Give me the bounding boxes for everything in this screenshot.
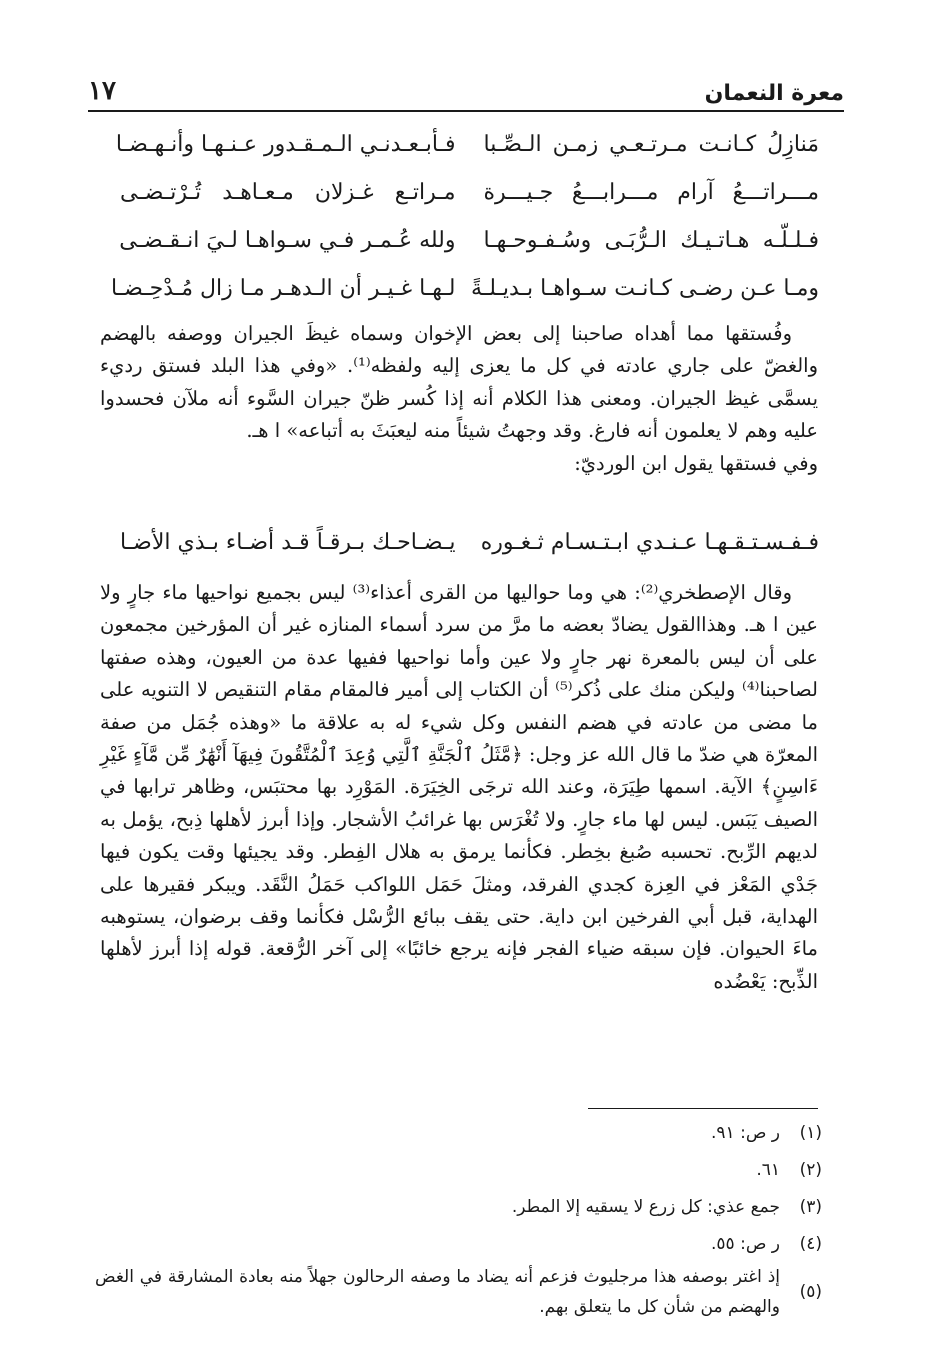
running-title: معرة النعمان bbox=[704, 81, 844, 106]
verse-line bbox=[120, 216, 819, 264]
footnote-number: (٣) bbox=[799, 1196, 822, 1217]
footnote-number: (٤) bbox=[799, 1233, 822, 1254]
footnote-text: إذ اغتر بوصفه هذا مرجليوث فزعم أنه يضاد ما وصفه الرحالون جهلاً منه بعادة المشارقة في الغض والهضم من شأن كل ما يتعلق بهم. bbox=[95, 1267, 780, 1317]
footnote-item bbox=[95, 1114, 822, 1151]
footnote-item bbox=[95, 1151, 822, 1188]
poem-block-1 bbox=[110, 120, 819, 312]
footnote-number: (٢) bbox=[799, 1159, 822, 1180]
verse-line bbox=[120, 168, 819, 216]
footnote-number: (١) bbox=[799, 1122, 822, 1143]
paragraph-istakhri bbox=[100, 577, 818, 998]
footnote-number: (٥) bbox=[799, 1282, 822, 1302]
footnote-item bbox=[95, 1225, 822, 1262]
page-header bbox=[88, 58, 844, 112]
verse-line bbox=[120, 518, 819, 566]
footnote-divider bbox=[588, 1108, 818, 1109]
footnote-item bbox=[95, 1188, 822, 1225]
verse-second-hemistich: مـراتـع غـزلان مـعـاهـد تُـرْتـضـى bbox=[120, 179, 456, 205]
verse-second-hemistich: ولله عُـمـر فـي سـواهـا لـيَ انـقـضـى bbox=[119, 227, 456, 253]
verse-first-hemistich: فـلـلّـه هـاتـيـك الـرُّبَـى وسُـفـوحـهـا bbox=[483, 227, 819, 253]
verse-first-hemistich: مـــراتـــعُ آرام مـــرابـــعُ جـيـــرة bbox=[483, 179, 819, 205]
body-paragraph: وفُستقها مما أهداه صاحبنا إلى بعض الإخوان وسماه غيظَ الجيران ووصفه بالهضم والغضّ على جاري عادته في كل ما يعزى إليه ولفظه⁽¹⁾. «وفي هذا البلد فستق رديء يسمَّى غيظ الجيران. ومعنى هذا الكلام أنه إذا كُسر ظنّ جيران السَّوء أنه ملآن فحسدوا عليه وهم لا يعلمون أنه فارغ. وقد وجهتُ شيئاً منه ليعبَثَ به أتباعه» ا هـ. bbox=[100, 322, 818, 443]
footnote-text: ر ص: ٩١. bbox=[711, 1122, 780, 1143]
footnotes bbox=[95, 1114, 822, 1322]
verse-line bbox=[110, 264, 819, 312]
verse-second-hemistich: فـأبـعـدنـي الـمـقـدور عـنـهـا وأنـهـضـا bbox=[115, 131, 456, 157]
footnote-text: ٦١. bbox=[756, 1159, 780, 1180]
footnote-text: جمع عذي: كل زرع لا يسقيه إلا المطر. bbox=[511, 1196, 780, 1217]
poem-block-2 bbox=[120, 518, 819, 566]
paragraph-pistachio bbox=[100, 318, 818, 480]
verse-first-hemistich: ومـا عـن رضـى كـانـت سـواهـا بـديـلـةً bbox=[470, 275, 819, 301]
verse-first-hemistich: فـفـسـتـقـهـا عـنـدي ابـتـسـام ثـغـوره bbox=[480, 529, 819, 555]
footnote-item bbox=[95, 1262, 822, 1322]
page-number: ١٧ bbox=[88, 76, 116, 106]
verse-second-hemistich: لـهـا غـيـر أن الـدهـر مـا زال مُـدْحِـضـا bbox=[110, 275, 456, 301]
verse-first-hemistich: مَنازِلُ كـانـت مـرتـعـي زمـن الـصِّـبا bbox=[483, 131, 819, 157]
verse-line bbox=[115, 120, 819, 168]
body-paragraph: وقال الإصطخري⁽²⁾: هي وما حواليها من القرى أعذاء⁽³⁾ ليس بجميع نواحيها ماء جارٍ ولا عين ا هـ. وهذاالقول يضادّ بعضه ما مرَّ من سرد أسماء المنازه غير أن المؤرخين مجمعون على أن ليس بالمعرة نهر جارٍ ولا عين وأما نواحيها ففيها عدة من العيون، وهذه صفتها لصاحبنا⁽⁴⁾ وليكن منك على ذُكر⁽⁵⁾ أن الكتاب إلى أمير فالمقام مقام التنقيص لا التنويه على ما مضى من عادته في هضم النفس وكل شيء له به علاقة ما «وهذه جُمَل من صفة المعرّة هي ضدّ ما قال الله عز وجل: ﴿مَّثَلُ ٱلْجَنَّةِ ٱلَّتِي وُعِدَ ٱلْمُتَّقُونَ فِيهَآ أَنْهَٰرٌ مِّن مَّآءٍ غَيْرِ ءَاسِنٍ﴾ الآية. اسمها طِيَرَة، وعند الله ترجَى الخِيَرَة. المَوْرِد بها محتبَس، وظاهر ترابها في الصيف يَبَس. ليس لها ماء جارٍ. ولا تُغْرَس بها غرائبُ الأشجار. وإذا أبرز لأهلها ذِبح، يؤمل به لديهم الرِّبح. تحسبه صُبغ بخِطر. فكأنما يرمق به هلال الفِطر. وقد يجيئها وقت يكون فيها جَدْي المَعْز في العِزة كجدي الفرقد، ومثلَ حَمَل اللواكب حَمَلُ النَّقَد. ويبكر فقيرها على الهداية، قبل أبي الفرخين ابن داية. حتى يقف ببائع الرُّسْل فكأنما وقف برضوان، يستوهبه ماءَ الحيوان. فإن سبقه ضياء الفجر فإنه يرجع خائبًا» إلى آخر الرُّقعة. قوله إذا أبرز لأهلها الذِّبح: يَعْضُده bbox=[100, 581, 819, 993]
footnote-text: ر ص: ٥٥. bbox=[711, 1233, 780, 1254]
body-paragraph-intro: وفي فستقها يقول ابن الورديّ: bbox=[574, 451, 818, 475]
verse-second-hemistich: يـضـاحـك بـرقـاً قـد أضـاء بـذي الأضـا bbox=[120, 529, 456, 555]
